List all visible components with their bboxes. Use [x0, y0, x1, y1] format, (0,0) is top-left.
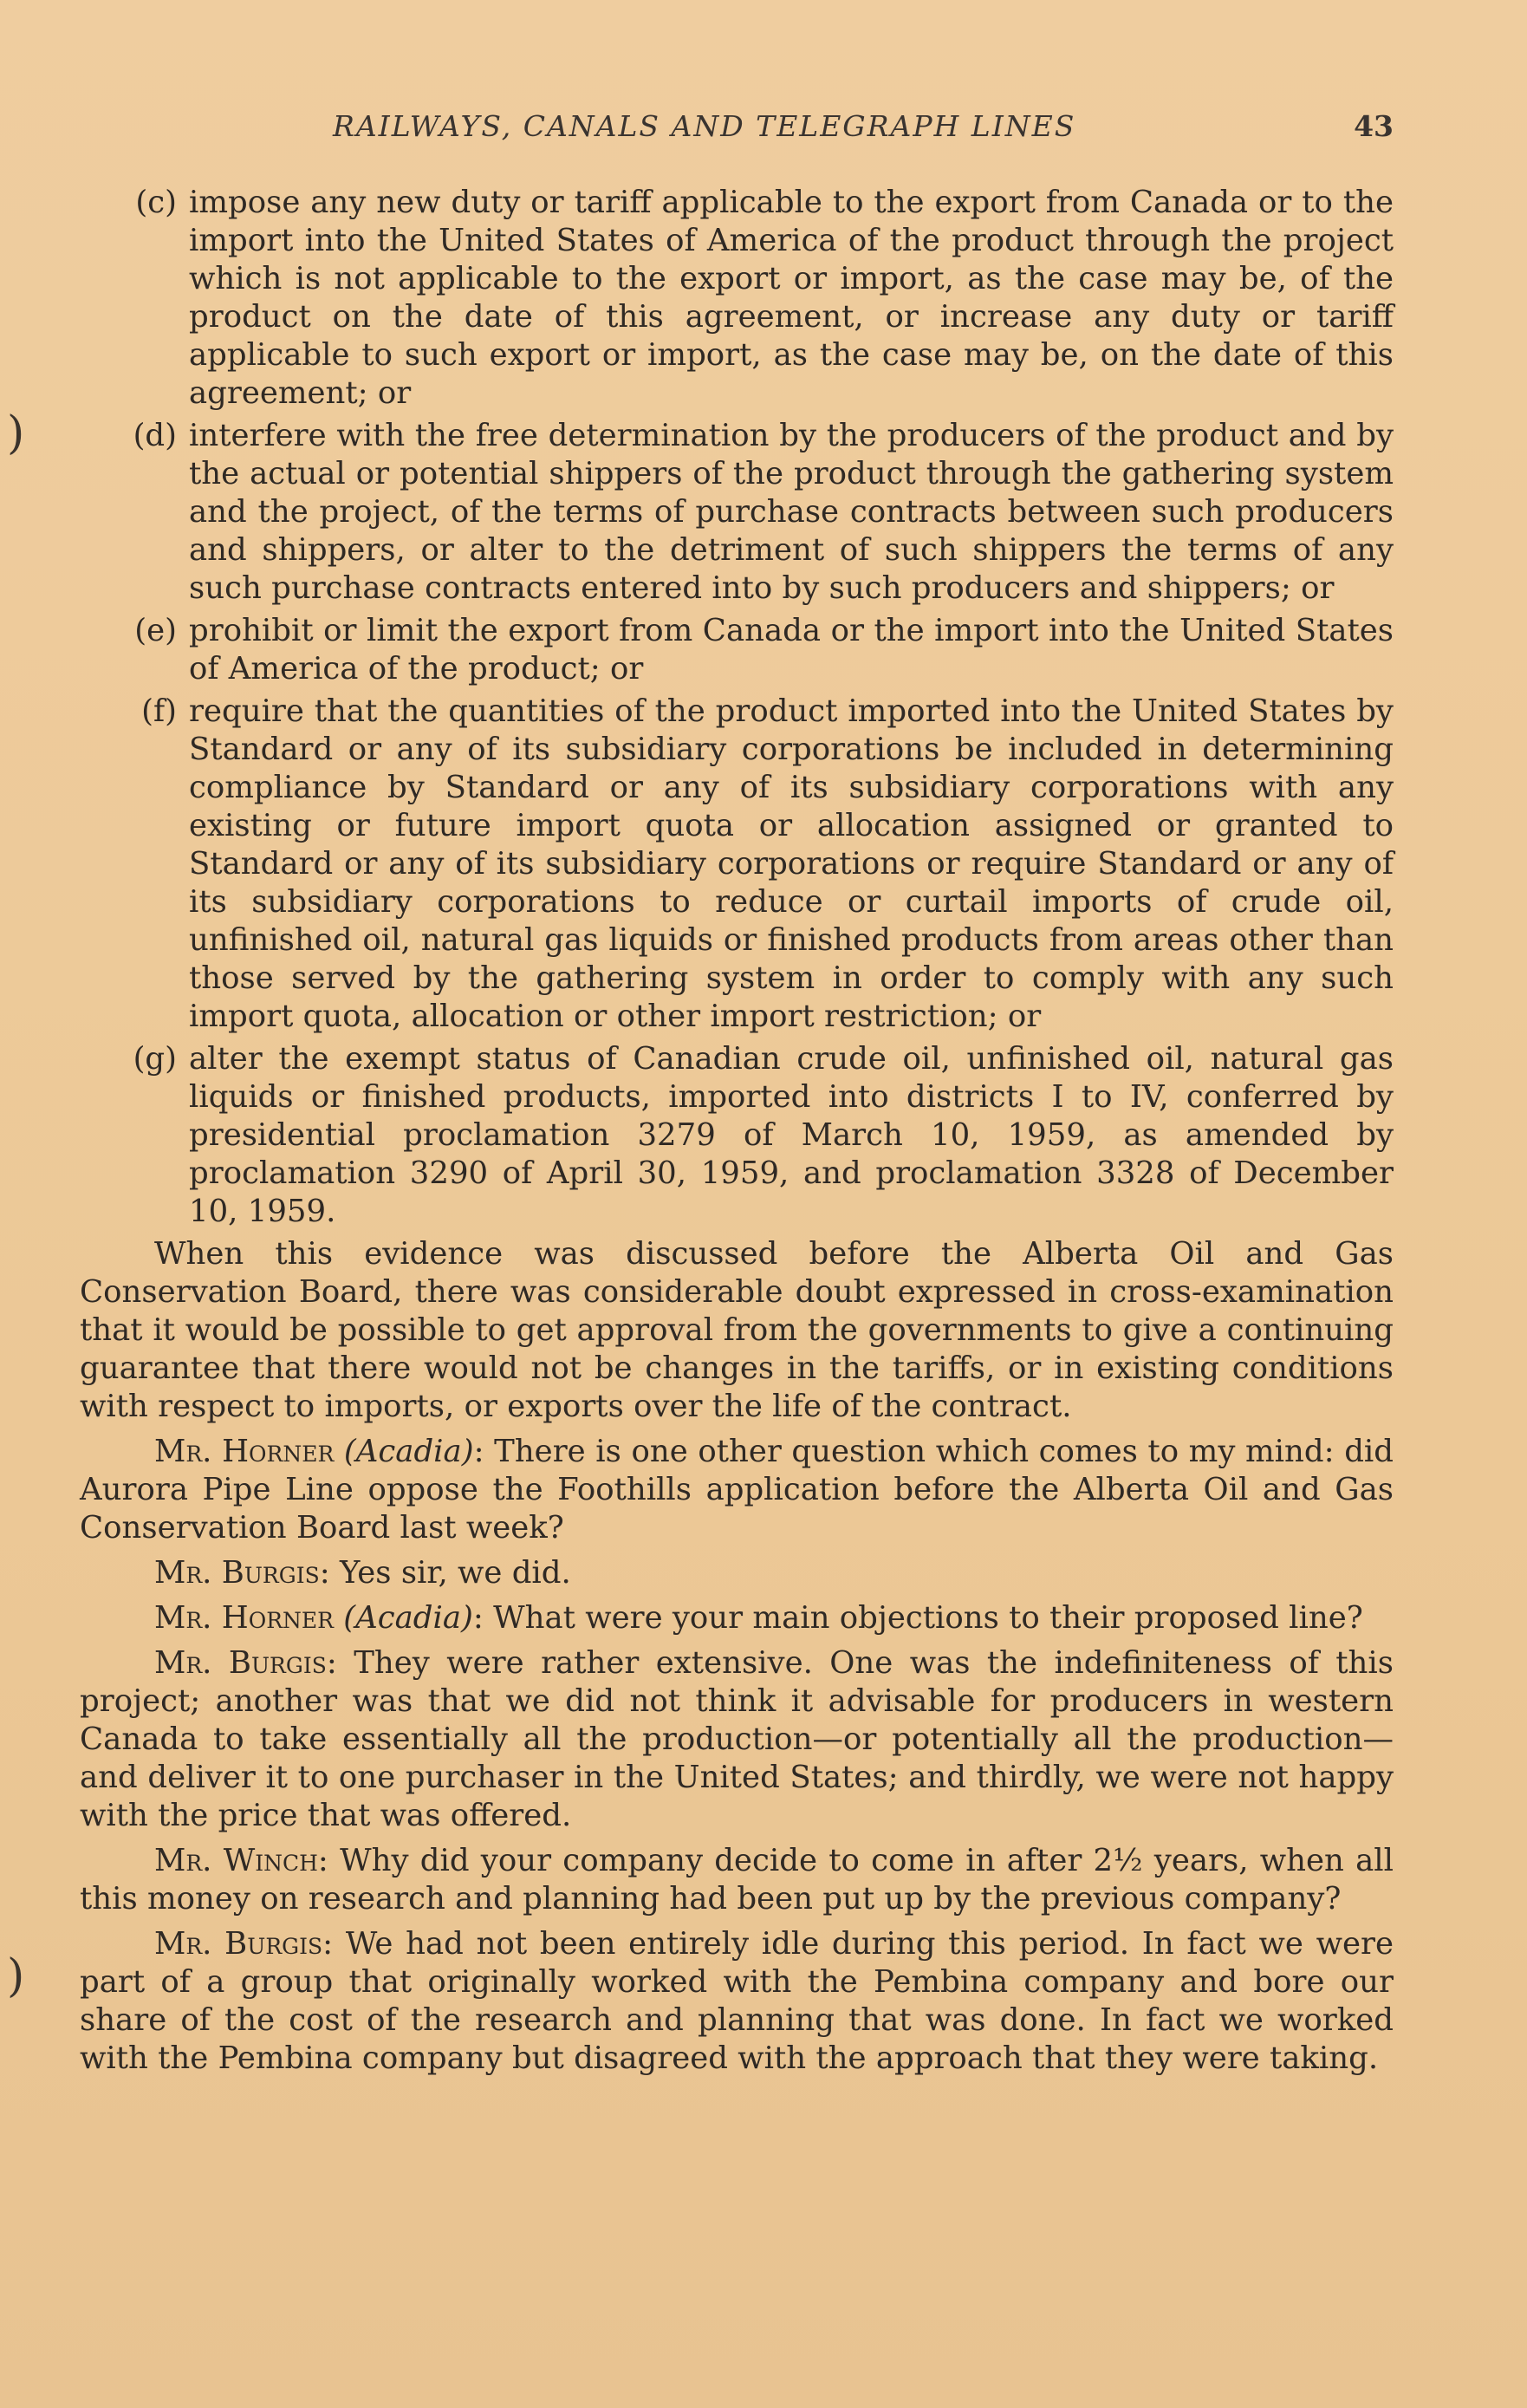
clause-g: [80, 1040, 1394, 1231]
speech-text: They were rather extensive. One was the indefiniteness of this project; another was that we did not think it advisable for producers in western Canada to take essentially all the production—or potentially all the production—and deliver it to one purchaser in the United States; and thirdly, we were not happy with the price that was offered.: [80, 1645, 1394, 1833]
speaker-name: Mr. Burgis: [154, 1555, 320, 1591]
narrative-paragraph: [80, 1235, 1394, 1426]
margin-bracket-mark: ): [7, 407, 25, 459]
speaker-name: Mr. Burgis: [154, 1926, 323, 1962]
speaker-name: Mr. Winch: [154, 1843, 318, 1878]
clause-label: (f): [141, 693, 177, 729]
page-header: [81, 109, 1394, 153]
speech-horner: Mr. Horner (Acadia): What were your main objections to their proposed line?: [154, 1600, 1363, 1636]
speech-burgis: Mr. Burgis: We had not been entirely idle during this period. In fact we were part of a group that originally worked with the Pembina company and bore our share of the cost of the research and planning that was done. In fact we worked with the Pembina company but disagreed with the approach that they were taking.: [80, 1926, 1394, 2076]
clause-label: (d): [133, 418, 177, 453]
margin-bracket-mark: ): [7, 1950, 25, 2002]
clause-label: (e): [134, 613, 177, 648]
paragraph-text: When this evidence was discussed before the Alberta Oil and Gas Conservation Board, there was considerable doubt expressed in cross-examination that it would be possible to get approval from the governments to give a continuing guarantee that there would not be changes in the tariffs, or in existing conditions with respect to imports, or exports over the life of the contract.: [80, 1236, 1394, 1424]
speech-burgis: Mr. Burgis: They were rather extensive. One was the indefiniteness of this project; another was that we did not think it advisable for producers in western Canada to take essentially all the production—or potentially all the production—and deliver it to one purchaser in the United States; and thirdly, we were not happy with the price that was offered.: [80, 1645, 1394, 1833]
running-title: RAILWAYS, CANALS AND TELEGRAPH LINES: [333, 109, 1076, 143]
speaker-name: Mr. Horner: [154, 1600, 334, 1636]
clause-text: alter the exempt status of Canadian crude oil, unfinished oil, natural gas liquids or finished products, imported into districts I to IV, conferred by presidential proclamation 3279 of March 10, 1959, as amended by proclamation 3290 of April 30, 1959, and proclamation 3328 of December 10, 1959.: [189, 1041, 1394, 1229]
speech-horner: Mr. Horner (Acadia): There is one other question which comes to my mind: did Aurora Pipe Line oppose the Foothills application before the Alberta Oil and Gas Conservation Board last week?: [80, 1434, 1394, 1546]
speech-text: We had not been entirely idle during this period. In fact we were part of a group that originally worked with the Pembina company and bore our share of the cost of the research and planning that was done. In fact we worked with the Pembina company but disagreed with the approach that they were taking.: [80, 1926, 1394, 2076]
speech-text: There is one other question which comes to my mind: did Aurora Pipe Line oppose the Foothills application before the Alberta Oil and Gas Conservation Board last week?: [80, 1434, 1394, 1546]
speaker-riding: (Acadia): [343, 1600, 473, 1636]
speaker-name: Mr. Burgis: [154, 1645, 327, 1681]
page-number: 43: [1354, 109, 1394, 143]
page-body: [80, 184, 1394, 2085]
clause-text: interfere with the free determination by the producers of the product and by the actual or potential shippers of the product through the gathering system and the project, of the terms of purchase contracts between such producers and shippers, or alter to the detriment of such shippers the terms of any such purchase contracts entered into by such producers and shippers; or: [189, 418, 1394, 606]
speech-text: Yes sir, we did.: [339, 1555, 571, 1591]
speech-burgis: Mr. Burgis: Yes sir, we did.: [154, 1555, 571, 1591]
speech-winch: Mr. Winch: Why did your company decide to come in after 2½ years, when all this money on research and planning had been put up by the previous company?: [80, 1843, 1394, 1917]
clause-label: (g): [133, 1041, 177, 1077]
speaker-name: Mr. Horner: [154, 1434, 335, 1469]
speech-text: What were your main objections to their proposed line?: [493, 1600, 1363, 1636]
speaker-riding: (Acadia): [343, 1434, 474, 1469]
clause-f: [80, 693, 1394, 1036]
clause-text: prohibit or limit the export from Canada or the import into the United States of America of the product; or: [189, 613, 1394, 687]
speech-text: Why did your company decide to come in after 2½ years, when all this money on research and planning had been put up by the previous company?: [80, 1843, 1394, 1917]
clause-c: [80, 184, 1394, 413]
clause-label: (c): [135, 185, 177, 220]
clause-d: [80, 417, 1394, 608]
clause-text: require that the quantities of the product imported into the United States by Standard or any of its subsidiary corporations be included in determining compliance by Standard or any of its subsidiary corporations with any existing or future import quota or allocation assigned or granted to Standard or any of its subsidiary corporations or require Standard or any of its subsidiary corporations to reduce or curtail imports of crude oil, unfinished oil, natural gas liquids or finished products from areas other than those served by the gathering system in order to comply with any such import quota, allocation or other import restriction; or: [189, 693, 1394, 1034]
clause-text: impose any new duty or tariff applicable to the export from Canada or to the import into the United States of America of the product through the project which is not applicable to the export or import, as the case may be, of the product on the date of this agreement, or increase any duty or tariff applicable to such export or import, as the case may be, on the date of this agreement; or: [189, 185, 1394, 411]
clause-e: [80, 612, 1394, 688]
